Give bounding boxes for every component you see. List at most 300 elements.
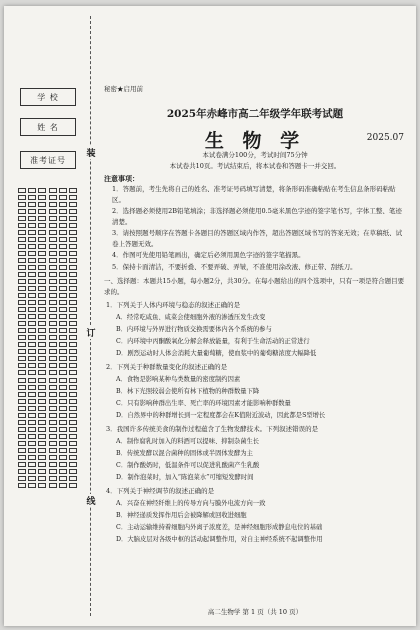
id-bubble[interactable] [69,349,77,354]
notes-heading: 注意事项： [104,174,139,183]
id-bubble[interactable] [69,399,77,404]
id-bubble[interactable] [69,300,77,305]
exam-page [4,6,416,626]
id-bubble[interactable] [38,286,46,291]
id-bubble[interactable] [69,378,77,383]
question-stem: 3．我国许多传统美食的制作过程蕴含了生物发酵技术。下列叙述错误的是 [106,425,319,433]
id-bubble[interactable] [49,469,57,474]
id-bubble[interactable] [28,188,36,193]
id-bubble[interactable] [49,349,57,354]
id-bubble[interactable] [38,378,46,383]
id-bubble[interactable] [18,356,26,361]
id-bubble[interactable] [38,195,46,200]
id-bubble[interactable] [28,448,36,453]
id-bubble[interactable] [49,342,57,347]
id-bubble[interactable] [28,293,36,298]
id-bubble[interactable] [49,244,57,249]
id-bubble[interactable] [38,279,46,284]
id-bubble[interactable] [49,209,57,214]
question-option: D．自然界中的种群增长到一定程度都会在K值附近波动，因此都是S型增长 [116,412,326,419]
id-bubble[interactable] [49,279,57,284]
id-bubble[interactable] [49,286,57,291]
question-option: C．内环境中丙酮酸氧化分解会释放能量，有利于生命活动的正常进行 [116,338,310,345]
name-field[interactable]: 姓 名 [20,118,76,136]
id-bubble[interactable] [18,441,26,446]
id-bubble[interactable] [38,427,46,432]
question-option: D．剧烈运动时人体会消耗大量葡萄糖，使血浆中的葡萄糖浓度大幅降低 [116,350,317,357]
id-bubble[interactable] [49,399,57,404]
note-item: 4．作图可先使用铅笔画出，确定后必须用黑色字迹的签字笔描黑。 [112,251,305,259]
id-bubble[interactable] [59,370,67,375]
id-bubble[interactable] [38,314,46,319]
id-bubble[interactable] [38,272,46,277]
note-item: 2．选择题必须使用2B铅笔填涂；非选择题必须使用0.5毫米黑色字迹的签字笔书写，字体工整、笔迹清楚。 [112,207,402,226]
id-bubble[interactable] [49,251,57,256]
id-bubble[interactable] [59,427,67,432]
id-bubble[interactable] [59,251,67,256]
id-bubble[interactable] [18,321,26,326]
id-bubble[interactable] [18,413,26,418]
id-bubble[interactable] [59,265,67,270]
id-bubble[interactable] [18,434,26,439]
id-bubble[interactable] [49,223,57,228]
id-bubble[interactable] [28,251,36,256]
id-bubble[interactable] [59,349,67,354]
id-bubble[interactable] [49,356,57,361]
id-bubble[interactable] [49,406,57,411]
id-bubble[interactable] [28,385,36,390]
id-bubble[interactable] [49,202,57,207]
id-bubble[interactable] [49,230,57,235]
id-bubble[interactable] [59,420,67,425]
id-bubble[interactable] [49,195,57,200]
id-bubble[interactable] [59,392,67,397]
id-bubble[interactable] [59,258,67,263]
id-bubble[interactable] [59,223,67,228]
id-bubble[interactable] [49,427,57,432]
id-bubble[interactable] [49,237,57,242]
id-bubble[interactable] [38,420,46,425]
id-bubble[interactable] [18,251,26,256]
id-bubble[interactable] [28,314,36,319]
id-bubble[interactable] [18,237,26,242]
id-bubble[interactable] [49,462,57,467]
id-bubble[interactable] [69,209,77,214]
section-one-heading: 一、选择题：本题共15小题，每小题2分，共30分。在每小题给出的四个选项中，只有一项是符合题目要求的。 [104,277,405,296]
id-bubble[interactable] [18,328,26,333]
id-bubble[interactable] [28,413,36,418]
id-bubble[interactable] [59,237,67,242]
question-option: D．大脑皮层对各级中枢的活动起调整作用，对自主神经系统不起调整作用 [116,536,323,543]
id-bubble[interactable] [59,272,67,277]
id-bubble[interactable] [38,349,46,354]
id-bubble[interactable] [28,349,36,354]
id-bubble[interactable] [18,314,26,319]
id-bubble[interactable] [59,230,67,235]
id-bubble[interactable] [38,356,46,361]
id-bubble[interactable] [69,469,77,474]
id-bubble[interactable] [59,476,67,481]
id-bubble[interactable] [69,356,77,361]
id-bubble[interactable] [38,476,46,481]
id-bubble[interactable] [38,237,46,242]
id-bubble[interactable] [59,279,67,284]
id-bubble[interactable] [69,307,77,312]
id-bubble[interactable] [59,335,67,340]
id-bubble[interactable] [28,265,36,270]
id-bubble[interactable] [28,363,36,368]
id-bubble[interactable] [38,209,46,214]
exam-id-field[interactable]: 准考证号 [20,151,76,169]
subject-title: 生 物 学 [204,130,306,152]
id-bubble[interactable] [49,335,57,340]
id-bubble[interactable] [38,216,46,221]
id-bubble[interactable] [28,427,36,432]
id-bubble[interactable] [18,293,26,298]
id-bubble[interactable] [49,321,57,326]
id-bubble[interactable] [28,244,36,249]
note-item: 1．答题前，考生先将自己的姓名、准考证号码填写清楚，将条形码准确粘贴在考生信息条形码粘贴区。 [112,185,396,204]
id-bubble[interactable] [69,202,77,207]
id-bubble[interactable] [28,356,36,361]
id-bubble[interactable] [49,476,57,481]
id-bubble[interactable] [28,370,36,375]
page-footer: 高二生物学 第 1 页（共 10 页） [207,608,303,616]
id-bubble[interactable] [18,279,26,284]
id-bubble[interactable] [69,434,77,439]
id-bubble[interactable] [69,195,77,200]
id-bubble[interactable] [69,406,77,411]
id-bubble[interactable] [18,420,26,425]
id-bubble[interactable] [38,462,46,467]
id-bubble[interactable] [38,399,46,404]
id-bubble[interactable] [59,202,67,207]
id-bubble[interactable] [28,392,36,397]
id-bubble[interactable] [69,293,77,298]
id-bubble[interactable] [69,258,77,263]
question-option: B．内环境与外界进行物质交换需要体内各个系统的参与 [116,326,272,333]
question-option: B．神经递质发挥作用后会被降解或回收进细胞 [116,512,247,519]
id-bubble[interactable] [69,363,77,368]
id-bubble[interactable] [59,413,67,418]
id-bubble[interactable] [18,392,26,397]
id-bubble[interactable] [18,230,26,235]
id-bubble[interactable] [28,321,36,326]
id-bubble[interactable] [18,462,26,467]
id-bubble[interactable] [69,321,77,326]
id-bubble[interactable] [18,223,26,228]
id-bubble[interactable] [18,406,26,411]
question-option: A．制作腐乳时加入的料酒可以提味、抑制杂菌生长 [116,438,260,445]
id-bubble[interactable] [18,202,26,207]
id-bubble[interactable] [59,462,67,467]
id-bubble[interactable] [49,483,57,488]
id-bubble[interactable] [69,286,77,291]
id-bubble[interactable] [18,286,26,291]
id-bubble[interactable] [38,370,46,375]
id-bubble[interactable] [49,378,57,383]
id-bubble[interactable] [38,321,46,326]
id-bubble[interactable] [49,328,57,333]
id-bubble[interactable] [28,420,36,425]
id-bubble[interactable] [69,314,77,319]
id-bubble[interactable] [28,237,36,242]
id-bubble[interactable] [38,385,46,390]
id-bubble[interactable] [38,363,46,368]
id-bubble[interactable] [28,223,36,228]
id-bubble[interactable] [69,413,77,418]
id-bubble[interactable] [38,335,46,340]
question-stem: 4．下列关于神经调节的叙述正确的是 [106,487,215,495]
id-bubble[interactable] [69,342,77,347]
id-bubble[interactable] [49,300,57,305]
id-bubble[interactable] [28,406,36,411]
id-bubble[interactable] [59,356,67,361]
id-bubble[interactable] [38,300,46,305]
id-bubble[interactable] [49,314,57,319]
id-bubble[interactable] [28,342,36,347]
id-bubble[interactable] [59,378,67,383]
id-bubble[interactable] [49,392,57,397]
id-bubble[interactable] [49,258,57,263]
id-bubble[interactable] [59,209,67,214]
id-bubble[interactable] [38,392,46,397]
id-bubble[interactable] [49,420,57,425]
id-bubble[interactable] [49,370,57,375]
id-bubble[interactable] [69,335,77,340]
question-option: A．经常吃咸鱼、咸菜会使细胞外液的渗透压发生改变 [116,314,266,321]
id-bubble[interactable] [69,455,77,460]
id-bubble[interactable] [28,399,36,404]
id-bubble[interactable] [59,328,67,333]
id-bubble[interactable] [69,462,77,467]
id-bubble[interactable] [38,223,46,228]
id-bubble[interactable] [18,209,26,214]
id-bubble[interactable] [38,469,46,474]
id-bubble[interactable] [69,251,77,256]
id-bubble[interactable] [38,441,46,446]
id-bubble[interactable] [59,300,67,305]
id-bubble[interactable] [38,230,46,235]
id-bubble[interactable] [28,378,36,383]
id-bubble[interactable] [38,251,46,256]
id-bubble[interactable] [69,223,77,228]
id-bubble[interactable] [18,427,26,432]
id-bubble[interactable] [59,448,67,453]
id-bubble[interactable] [18,342,26,347]
id-bubble[interactable] [69,370,77,375]
id-bubble[interactable] [59,321,67,326]
id-bubble[interactable] [28,195,36,200]
id-bubble[interactable] [69,392,77,397]
id-bubble[interactable] [69,328,77,333]
id-bubble[interactable] [18,265,26,270]
id-bubble[interactable] [18,399,26,404]
id-bubble[interactable] [28,335,36,340]
question-option: D．制作泡菜时，加入“陈泡菜水”可缩短发酵时间 [116,474,254,481]
id-bubble[interactable] [28,441,36,446]
id-bubble[interactable] [69,230,77,235]
id-bubble[interactable] [69,476,77,481]
id-bubble[interactable] [59,342,67,347]
exam-date: 2025.07 [366,133,404,143]
id-bubble[interactable] [69,427,77,432]
school-field[interactable]: 学 校 [20,88,76,106]
id-bubble-grid [18,188,78,488]
id-bubble[interactable] [59,314,67,319]
id-bubble[interactable] [49,265,57,270]
question-option: C．主动运输维持着细胞内外离子浓度差，是神经细胞形成静息电位的基础 [116,524,323,531]
question-option: C．制作酸奶时，低温条件可以促进乳酸菌产生乳酸 [116,462,260,469]
note-item: 5．保持卡面清洁，不要折叠、不要弄破、弄皱，不准使用涂改液、修正带、刮纸刀。 [112,263,357,271]
id-bubble[interactable] [38,455,46,460]
id-bubble[interactable] [38,258,46,263]
secret-label: 秘密★启用前 [104,85,143,93]
id-bubble[interactable] [69,420,77,425]
id-bubble[interactable] [38,307,46,312]
id-bubble[interactable] [49,448,57,453]
exam-content [100,6,410,626]
id-bubble[interactable] [38,188,46,193]
id-bubble[interactable] [49,441,57,446]
id-bubble[interactable] [38,406,46,411]
id-bubble[interactable] [38,328,46,333]
binding-dashed-line [90,16,91,616]
id-bubble[interactable] [69,265,77,270]
id-bubble[interactable] [69,279,77,284]
id-bubble[interactable] [18,216,26,221]
id-bubble[interactable] [59,293,67,298]
id-bubble[interactable] [59,244,67,249]
id-bubble[interactable] [28,216,36,221]
question-option: B．传统发酵以混合菌种的固体或半固体发酵为主 [116,450,253,457]
id-bubble[interactable] [69,385,77,390]
id-bubble[interactable] [18,455,26,460]
id-bubble[interactable] [49,434,57,439]
id-bubble[interactable] [49,272,57,277]
id-bubble[interactable] [18,448,26,453]
id-bubble[interactable] [28,462,36,467]
binding-column [4,6,96,626]
id-bubble[interactable] [28,455,36,460]
id-bubble[interactable] [18,363,26,368]
id-bubble[interactable] [28,476,36,481]
id-bubble[interactable] [18,483,26,488]
id-bubble[interactable] [28,209,36,214]
id-bubble[interactable] [59,286,67,291]
id-bubble[interactable] [18,469,26,474]
id-bubble[interactable] [59,188,67,193]
id-bubble[interactable] [18,335,26,340]
id-bubble[interactable] [49,188,57,193]
id-bubble[interactable] [18,300,26,305]
id-bubble[interactable] [69,272,77,277]
pages-line: 本试卷共10页。考试结束后，将本试卷和答题卡一并交回。 [169,162,341,170]
id-bubble[interactable] [18,385,26,390]
id-bubble[interactable] [38,293,46,298]
id-bubble[interactable] [28,469,36,474]
id-bubble[interactable] [38,448,46,453]
id-bubble[interactable] [59,441,67,446]
id-bubble[interactable] [28,300,36,305]
id-bubble[interactable] [49,363,57,368]
id-bubble[interactable] [69,441,77,446]
id-bubble[interactable] [28,483,36,488]
question-stem: 1．下列关于人体内环境与稳态的叙述正确的是 [106,301,241,309]
id-bubble[interactable] [59,469,67,474]
id-bubble[interactable] [18,258,26,263]
score-line: 本试卷满分100分，考试时间75分钟 [202,151,308,159]
id-bubble[interactable] [18,307,26,312]
id-bubble[interactable] [49,307,57,312]
id-bubble[interactable] [18,188,26,193]
id-bubble[interactable] [69,237,77,242]
id-bubble[interactable] [49,293,57,298]
id-bubble[interactable] [38,483,46,488]
id-bubble[interactable] [59,216,67,221]
id-bubble[interactable] [38,342,46,347]
exam-title: 2025年赤峰市高二年级学年联考试题 [166,108,344,120]
id-bubble[interactable] [28,307,36,312]
question-option: A．兴奋在神经纤维上的传导方向与膜外电流方向一致 [116,500,266,507]
id-bubble[interactable] [69,216,77,221]
question-option: B．林下光照较弱会使所有林下植物的种群数量下降 [116,388,260,395]
id-bubble[interactable] [38,202,46,207]
id-bubble[interactable] [18,378,26,383]
id-bubble[interactable] [49,216,57,221]
id-bubble[interactable] [18,476,26,481]
id-bubble[interactable] [38,434,46,439]
id-bubble[interactable] [28,286,36,291]
id-bubble[interactable] [49,385,57,390]
binding-mark-zhuang: 装 [84,146,98,159]
id-bubble[interactable] [28,434,36,439]
id-bubble[interactable] [18,370,26,375]
binding-mark-xian: 线 [84,494,98,507]
id-bubble[interactable] [18,272,26,277]
id-bubble[interactable] [59,307,67,312]
id-bubble[interactable] [18,195,26,200]
id-bubble[interactable] [18,349,26,354]
id-bubble[interactable] [59,399,67,404]
id-bubble[interactable] [38,244,46,249]
id-bubble[interactable] [59,483,67,488]
id-bubble[interactable] [38,413,46,418]
id-bubble[interactable] [28,230,36,235]
id-bubble[interactable] [59,195,67,200]
id-bubble[interactable] [28,279,36,284]
id-bubble[interactable] [18,244,26,249]
id-bubble[interactable] [28,202,36,207]
id-bubble[interactable] [28,272,36,277]
id-bubble[interactable] [28,328,36,333]
id-bubble[interactable] [28,258,36,263]
question-stem: 2．下列关于种群数量变化的叙述正确的是 [106,363,228,371]
id-bubble[interactable] [69,244,77,249]
id-bubble[interactable] [38,265,46,270]
id-bubble[interactable] [59,363,67,368]
id-bubble[interactable] [69,448,77,453]
id-bubble[interactable] [49,455,57,460]
id-bubble[interactable] [69,483,77,488]
note-item: 3．请按照题号顺序在答题卡各题目的答题区域内作答，超出答题区域书写的答案无效；在草稿纸、试卷上答题无效。 [112,229,403,248]
id-bubble[interactable] [59,385,67,390]
id-bubble[interactable] [59,434,67,439]
id-bubble[interactable] [49,413,57,418]
id-bubble[interactable] [59,406,67,411]
id-bubble[interactable] [59,455,67,460]
id-bubble[interactable] [69,188,77,193]
